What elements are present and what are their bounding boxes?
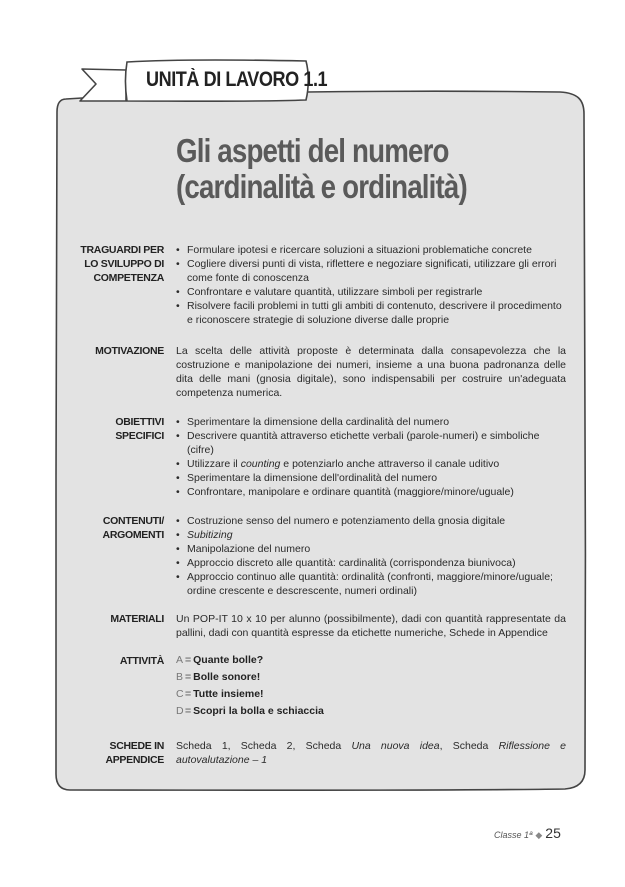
diamond-icon: ◆: [535, 830, 543, 840]
list-item: • Cogliere diversi punti di vista, riflettere e negoziare significati, utilizzare gli errori come fonte di conoscenza: [176, 257, 566, 285]
list-item: • Manipolazione del numero: [176, 542, 566, 556]
materiali-text: Un POP-IT 10 x 10 per alunno (possibilmente), dadi con quantità rappresentate da pallini, dadi con quantità espresse da etichette numeriche, Schede in Appendice: [176, 613, 566, 639]
attivita-content: [176, 651, 566, 719]
list-item: • Confrontare e valutare quantità, utilizzare simboli per registrarle: [176, 285, 566, 299]
activity-item-a: A = Quante bolle?: [176, 653, 264, 666]
materiali-content: [176, 612, 566, 640]
banner-ribbon-tail: [80, 69, 126, 101]
list-item: • Confrontare, manipolare e ordinare quantità (maggiore/minore/uguale): [176, 485, 566, 499]
schede-label: SCHEDE IN APPENDICE: [105, 740, 164, 766]
list-item: • Sperimentare la dimensione dell'ordinalità del numero: [176, 471, 566, 485]
list-item: • Utilizzare il counting e potenziarlo anche attraverso il canale uditivo: [176, 457, 566, 471]
list-item: • Subitizing: [176, 528, 566, 542]
attivita-label: ATTIVITÀ: [119, 655, 164, 667]
contenuti-label: CONTENUTI/ ARGOMENTI: [102, 515, 164, 541]
motivazione-label: MOTIVAZIONE: [95, 345, 164, 357]
activity-item-c: C = Tutte insieme!: [176, 687, 264, 700]
page-footer: [494, 825, 561, 841]
obiettivi-label: OBIETTIVI SPECIFICI: [115, 416, 164, 442]
contenuti-content: [176, 514, 566, 598]
page-title: [176, 133, 596, 205]
unit-banner-label: UNITÀ DI LAVORO 1.1: [146, 68, 328, 91]
activity-item-b: B = Bolle sonore!: [176, 670, 261, 683]
schede-content: [176, 739, 566, 767]
title-line-1: Gli aspetti del numero: [176, 132, 449, 169]
materiali-label: MATERIALI: [110, 613, 164, 625]
list-item: • Descrivere quantità attraverso etichette verbali (parole-numeri) e simboliche (cifre): [176, 429, 566, 457]
traguardi-content: [176, 243, 566, 327]
traguardi-label: TRAGUARDI PER LO SVILUPPO DI COMPETENZA: [80, 244, 164, 284]
list-item: • Costruzione senso del numero e potenziamento della gnosia digitale: [176, 514, 566, 528]
list-item: • Risolvere facili problemi in tutti gli ambiti di contenuto, descrivere il procedimento e riconoscere strategie di soluzione diverse dalle proprie: [176, 299, 566, 327]
list-item: • Formulare ipotesi e ricercare soluzioni a situazioni problematiche concrete: [176, 243, 566, 257]
motivazione-content: [176, 344, 566, 400]
page-number: 25: [545, 825, 561, 841]
motivazione-text: La scelta delle attività proposte è determinata dalla consapevolezza che la costruzione e manipolazione dei numeri, insieme a una buona padronanza delle dita delle mani (gnosia digitale), sono indispensabili per costruire un'adeguata competenza numerica.: [176, 345, 566, 399]
list-item: • Approccio discreto alle quantità: cardinalità (corrispondenza biunivoca): [176, 556, 566, 570]
activity-item-d: D = Scopri la bolla e schiaccia: [176, 704, 324, 717]
class-label: Classe 1ª: [494, 830, 533, 840]
list-item: • Sperimentare la dimensione della cardinalità del numero: [176, 415, 566, 429]
title-line-2: (cardinalità e ordinalità): [176, 168, 467, 205]
list-item: • Approccio continuo alle quantità: ordinalità (confronti, maggiore/minore/uguale; ordine crescente e descrescente, numeri ordinali): [176, 570, 566, 598]
obiettivi-content: [176, 415, 566, 499]
schede-text: Scheda 1, Scheda 2, Scheda Una nuova idea, Scheda Riflessione e autovalutazione – 1: [176, 740, 566, 766]
